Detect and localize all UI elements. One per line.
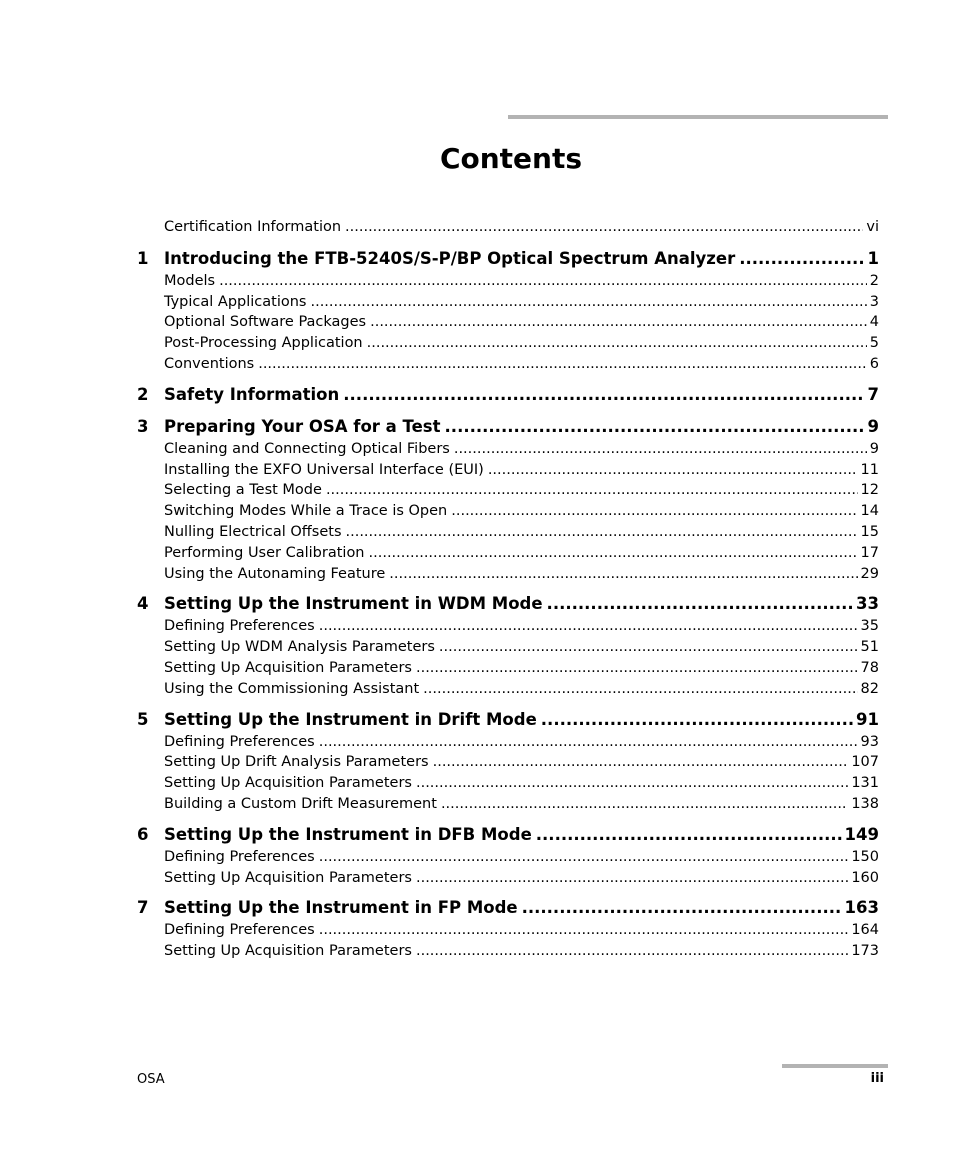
dot-leader — [389, 564, 857, 585]
toc-entry-label: Selecting a Test Mode — [164, 482, 322, 499]
toc-entry-label: Post-Processing Application — [164, 335, 363, 352]
toc-entry-page: 93 — [860, 733, 879, 750]
chapter-title: Preparing Your OSA for a Test — [164, 416, 441, 436]
chapter-title: Setting Up the Instrument in FP Mode — [164, 898, 518, 918]
dot-leader — [416, 868, 848, 889]
toc-entry[interactable] — [137, 564, 879, 585]
toc-entry-page: vi — [866, 219, 879, 235]
toc-entry-page: 6 — [869, 355, 879, 372]
toc-entry-label: Setting Up Acquisition Parameters — [164, 943, 412, 960]
chapter-title: Setting Up the Instrument in Drift Mode — [164, 709, 537, 729]
toc-entry[interactable] — [137, 354, 879, 375]
footer-page-number: iii — [870, 1071, 884, 1086]
toc-entry-label: Nulling Electrical Offsets — [164, 523, 342, 540]
dot-leader — [370, 312, 867, 333]
toc-entry[interactable] — [137, 732, 879, 753]
toc-entry-label: Defining Preferences — [164, 922, 315, 939]
toc-entry-label: Defining Preferences — [164, 733, 315, 750]
toc-entry[interactable] — [137, 522, 879, 543]
dot-leader — [319, 616, 858, 637]
toc-entry-label: Defining Preferences — [164, 848, 315, 865]
dot-leader — [416, 658, 858, 679]
chapter-number: 2 — [137, 384, 149, 404]
toc-entry-page: 35 — [860, 618, 879, 635]
chapter-title: Setting Up the Instrument in WDM Mode — [164, 594, 543, 614]
toc-entry-label: Building a Custom Drift Measurement — [164, 795, 437, 812]
toc-entry-label: Setting Up Acquisition Parameters — [164, 869, 412, 886]
toc-entry-page: 3 — [869, 293, 879, 310]
toc-chapter-1[interactable] — [137, 247, 879, 271]
dot-leader — [319, 847, 849, 868]
dot-leader — [739, 247, 864, 271]
toc-entry-label: Using the Autonaming Feature — [164, 565, 386, 582]
toc-entry-page: 15 — [860, 523, 879, 540]
table-of-contents — [137, 217, 879, 970]
toc-entry[interactable] — [137, 271, 879, 292]
toc-entry[interactable] — [137, 480, 879, 501]
toc-entry[interactable] — [137, 920, 879, 941]
toc-entry-label: Certification Information — [164, 219, 342, 235]
toc-entry-label: Defining Preferences — [164, 618, 315, 635]
toc-entry-page: 2 — [869, 272, 879, 289]
toc-entry-page: 150 — [851, 848, 879, 865]
toc-entry-label: Setting Up Acquisition Parameters — [164, 775, 412, 792]
toc-entry[interactable] — [137, 868, 879, 889]
dot-leader — [346, 522, 858, 543]
toc-entry[interactable] — [137, 752, 879, 773]
toc-entry-certification[interactable] — [137, 217, 879, 238]
toc-entry-page: 5 — [869, 335, 879, 352]
dot-leader — [536, 823, 842, 847]
chapter-page: 9 — [867, 416, 879, 436]
dot-leader — [488, 460, 858, 481]
toc-entry-page: 17 — [860, 544, 879, 561]
toc-chapter-5[interactable] — [137, 708, 879, 732]
dot-leader — [310, 292, 866, 313]
toc-entry-label: Setting Up Acquisition Parameters — [164, 659, 412, 676]
toc-entry-page: 11 — [860, 461, 879, 478]
chapter-number: 4 — [137, 594, 149, 614]
dot-leader — [541, 708, 853, 732]
toc-entry[interactable] — [137, 543, 879, 564]
toc-entry[interactable] — [137, 794, 879, 815]
toc-chapter-6[interactable] — [137, 823, 879, 847]
toc-entry-page: 131 — [851, 775, 879, 792]
toc-entry-label: Optional Software Packages — [164, 314, 367, 331]
dot-leader — [522, 896, 842, 920]
dot-leader — [345, 217, 863, 238]
header-rule — [508, 115, 888, 119]
toc-entry[interactable] — [137, 773, 879, 794]
toc-entry-label: Typical Applications — [164, 293, 307, 310]
toc-entry[interactable] — [137, 460, 879, 481]
toc-entry-label: Performing User Calibration — [164, 544, 365, 561]
chapter-page: 1 — [867, 248, 879, 268]
dot-leader — [454, 439, 867, 460]
footer-product-name: OSA — [137, 1072, 165, 1087]
dot-leader — [451, 501, 857, 522]
dot-leader — [416, 941, 848, 962]
toc-entry-page: 164 — [851, 922, 879, 939]
toc-chapter-3[interactable] — [137, 415, 879, 439]
dot-leader — [441, 794, 848, 815]
toc-chapter-4[interactable] — [137, 592, 879, 616]
toc-entry-page: 29 — [860, 565, 879, 582]
dot-leader — [343, 383, 864, 407]
footer-rule — [782, 1064, 888, 1068]
toc-entry-label: Installing the EXFO Universal Interface (EUI) — [164, 461, 484, 478]
page-title: Contents — [439, 142, 583, 175]
chapter-page: 149 — [844, 824, 879, 844]
toc-entry-label: Using the Commissioning Assistant — [164, 680, 420, 697]
dot-leader — [319, 920, 849, 941]
toc-entry-page: 51 — [860, 639, 879, 656]
toc-entry-page: 138 — [851, 795, 879, 812]
toc-entry-page: 78 — [860, 659, 879, 676]
toc-entry[interactable] — [137, 501, 879, 522]
toc-entry[interactable] — [137, 637, 879, 658]
toc-entry[interactable] — [137, 312, 879, 333]
dot-leader — [219, 271, 867, 292]
toc-entry-label: Conventions — [164, 355, 255, 372]
toc-entry-page: 4 — [869, 314, 879, 331]
dot-leader — [445, 415, 865, 439]
toc-entry-page: 9 — [869, 440, 879, 457]
toc-entry[interactable] — [137, 439, 879, 460]
dot-leader — [369, 543, 858, 564]
toc-entry-label: Setting Up Drift Analysis Parameters — [164, 754, 429, 771]
toc-entry[interactable] — [137, 679, 879, 700]
dot-leader — [319, 732, 858, 753]
toc-entry-label: Switching Modes While a Trace is Open — [164, 503, 448, 520]
toc-entry[interactable] — [137, 292, 879, 313]
chapter-number: 1 — [137, 248, 149, 268]
chapter-page: 163 — [844, 898, 879, 918]
dot-leader — [416, 773, 848, 794]
chapter-title: Introducing the FTB-5240S/S-P/BP Optical Spectrum Analyzer — [164, 248, 736, 268]
dot-leader — [367, 333, 867, 354]
toc-entry-page: 160 — [851, 869, 879, 886]
toc-entry-page: 14 — [860, 503, 879, 520]
chapter-page: 7 — [867, 384, 879, 404]
dot-leader — [258, 354, 867, 375]
toc-chapter-7[interactable] — [137, 896, 879, 920]
toc-entry-label: Cleaning and Connecting Optical Fibers — [164, 440, 450, 457]
dot-leader — [433, 752, 849, 773]
toc-entry[interactable] — [137, 658, 879, 679]
dot-leader — [439, 637, 858, 658]
chapter-number: 6 — [137, 824, 149, 844]
toc-entry-page: 173 — [851, 943, 879, 960]
toc-entry-label: Setting Up WDM Analysis Parameters — [164, 639, 435, 656]
toc-entry[interactable] — [137, 941, 879, 962]
toc-entry-page: 107 — [851, 754, 879, 771]
toc-chapter-2[interactable] — [137, 383, 879, 407]
dot-leader — [326, 480, 858, 501]
chapter-number: 5 — [137, 709, 149, 729]
toc-entry[interactable] — [137, 847, 879, 868]
chapter-number: 7 — [137, 898, 149, 918]
dot-leader — [423, 679, 857, 700]
toc-entry[interactable] — [137, 333, 879, 354]
toc-entry[interactable] — [137, 616, 879, 637]
toc-entry-page: 82 — [860, 680, 879, 697]
chapter-title: Setting Up the Instrument in DFB Mode — [164, 824, 532, 844]
chapter-number: 3 — [137, 416, 149, 436]
dot-leader — [547, 592, 853, 616]
toc-entry-page: 12 — [860, 482, 879, 499]
toc-entry-label: Models — [164, 272, 216, 289]
chapter-title: Safety Information — [164, 384, 340, 404]
chapter-page: 91 — [856, 709, 879, 729]
chapter-page: 33 — [856, 594, 879, 614]
